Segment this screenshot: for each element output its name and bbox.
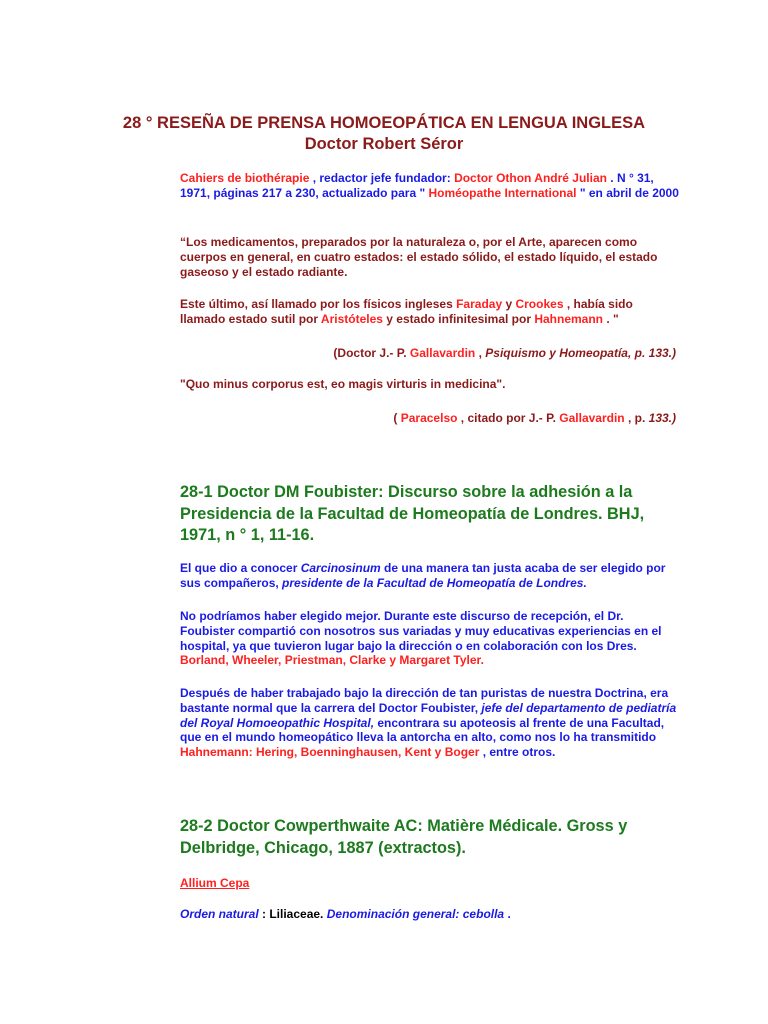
doctor-names: Borland, Wheeler, Priestman, Clarke y Margaret Tyler. xyxy=(180,653,484,668)
citation-1 xyxy=(180,346,676,361)
intro-text-1: , redactor jefe fundador: xyxy=(309,171,455,185)
order-end: . xyxy=(504,907,511,921)
section1-paragraph-1 xyxy=(180,561,680,591)
intro-paragraph xyxy=(180,171,680,201)
founder-name: Doctor Othon André Julian xyxy=(454,171,607,185)
s1p1-text-1: El que dio a conocer xyxy=(180,561,301,575)
s1p3-text-1: Después de haber trabajado bajo la dirección de tan puristas de nuestra Doctrina, era bastante normal que la carrera del Doctor Foubister, xyxy=(180,686,669,715)
quote2-text-2: y xyxy=(502,297,516,311)
intro-text-3: " en abril de 2000 xyxy=(576,185,679,200)
title-author: Doctor Robert Séror xyxy=(304,135,464,153)
intro-text-2: . N ° 31, 1971, páginas 217 a 230, actualizado para " xyxy=(180,171,654,200)
publication-name: Homéopathe International xyxy=(428,185,577,200)
name-hahnemann: Hahnemann xyxy=(534,311,604,326)
cite2-text-1: ( xyxy=(393,411,401,425)
cite2-text-3: , p. xyxy=(624,411,649,425)
latin-quote: "Quo minus corporus est, eo magis virturis in medicina". xyxy=(180,377,506,391)
document-title xyxy=(0,113,768,155)
order-value: : Liliaceae. xyxy=(258,907,327,921)
quote2-text-3: , había sido llamado estado sutil por xyxy=(180,297,633,326)
section-heading-28-2: 28-2 Doctor Cowperthwaite AC: Matière Médicale. Gross y Delbridge, Chicago, 1887 (extractos). xyxy=(180,817,628,857)
s1p3-text-2: encontrara su apoteosis al frente de una Facultad, que en el mundo homeopático lleva la antorcha en alto, como nos lo ha transmitido xyxy=(180,715,665,745)
s1p3-text-3: , entre otros. xyxy=(479,745,556,760)
title-line-1: 28 ° RESEÑA DE PRENSA HOMOEOPÁTICA EN LENGUA INGLESA xyxy=(122,114,646,132)
natural-order-line xyxy=(180,907,680,922)
remedy-carcinosinum: Carcinosinum xyxy=(300,561,381,575)
journal-name: Cahiers de biothérapie xyxy=(180,171,310,185)
remedy-title: Allium Cepa xyxy=(180,876,250,890)
name-aristoteles: Aristóteles xyxy=(320,311,383,326)
section1-paragraph-2 xyxy=(180,609,680,668)
name-crookes: Crookes xyxy=(515,297,564,311)
name-paracelso: Paracelso xyxy=(400,411,458,425)
name-gallavardin: Gallavardin xyxy=(409,346,476,360)
cite2-page: 133.) xyxy=(648,411,676,425)
quote-paragraph-2 xyxy=(180,297,680,327)
s1p2-text-1: No podríamos haber elegido mejor. Durante este discurso de recepción, el Dr. Foubister compartió con nosotros sus variadas y muy educativas experiencias en el hospital, ya que tuvieron lugar bajo la dirección o en colaboración con los Dres. xyxy=(180,609,662,653)
quote2-text-4: y estado infinitesimal por xyxy=(382,311,535,326)
cite1-text-2: , xyxy=(475,346,486,360)
s1p1-text-2: de una manera tan justa acaba de ser elegido por sus compañeros, xyxy=(180,561,666,590)
cite1-text-1: (Doctor J.- P. xyxy=(333,346,410,360)
name-gallavardin-2: Gallavardin xyxy=(559,411,625,425)
order-label: Orden natural xyxy=(180,907,259,921)
general-name: Denominación general: cebolla xyxy=(326,907,505,921)
section-heading-28-1: 28-1 Doctor DM Foubister: Discurso sobre la adhesión a la Presidencia de la Facultad de Homeopatía de Londres. BHJ, 1971, n ° 1, 11-16. xyxy=(180,483,645,544)
section1-paragraph-3 xyxy=(180,686,680,760)
cite2-text-2: , citado por J.- P. xyxy=(457,411,560,425)
presidency-title: presidente de la Facultad de Homeopatía de Londres. xyxy=(282,575,587,590)
cited-work: Psiquismo y Homeopatía, p. 133.) xyxy=(485,346,676,360)
quote-paragraph-1: “Los medicamentos, preparados por la naturaleza o, por el Arte, aparecen como cuerpos en general, en cuatro estados: el estado sólido, el estado líquido, el estado gaseoso y el estado radiante. xyxy=(180,235,658,279)
homeopath-names: Hahnemann: Hering, Boenninghausen, Kent y Boger xyxy=(180,745,480,760)
quote2-text-5: . " xyxy=(603,311,619,326)
quote2-text-1: Este último, así llamado por los físicos ingleses xyxy=(180,297,457,311)
citation-2 xyxy=(180,411,676,426)
hospital-title: jefe del departamento de pediatría del Royal Homoeopathic Hospital, xyxy=(180,700,677,730)
name-faraday: Faraday xyxy=(456,297,503,311)
